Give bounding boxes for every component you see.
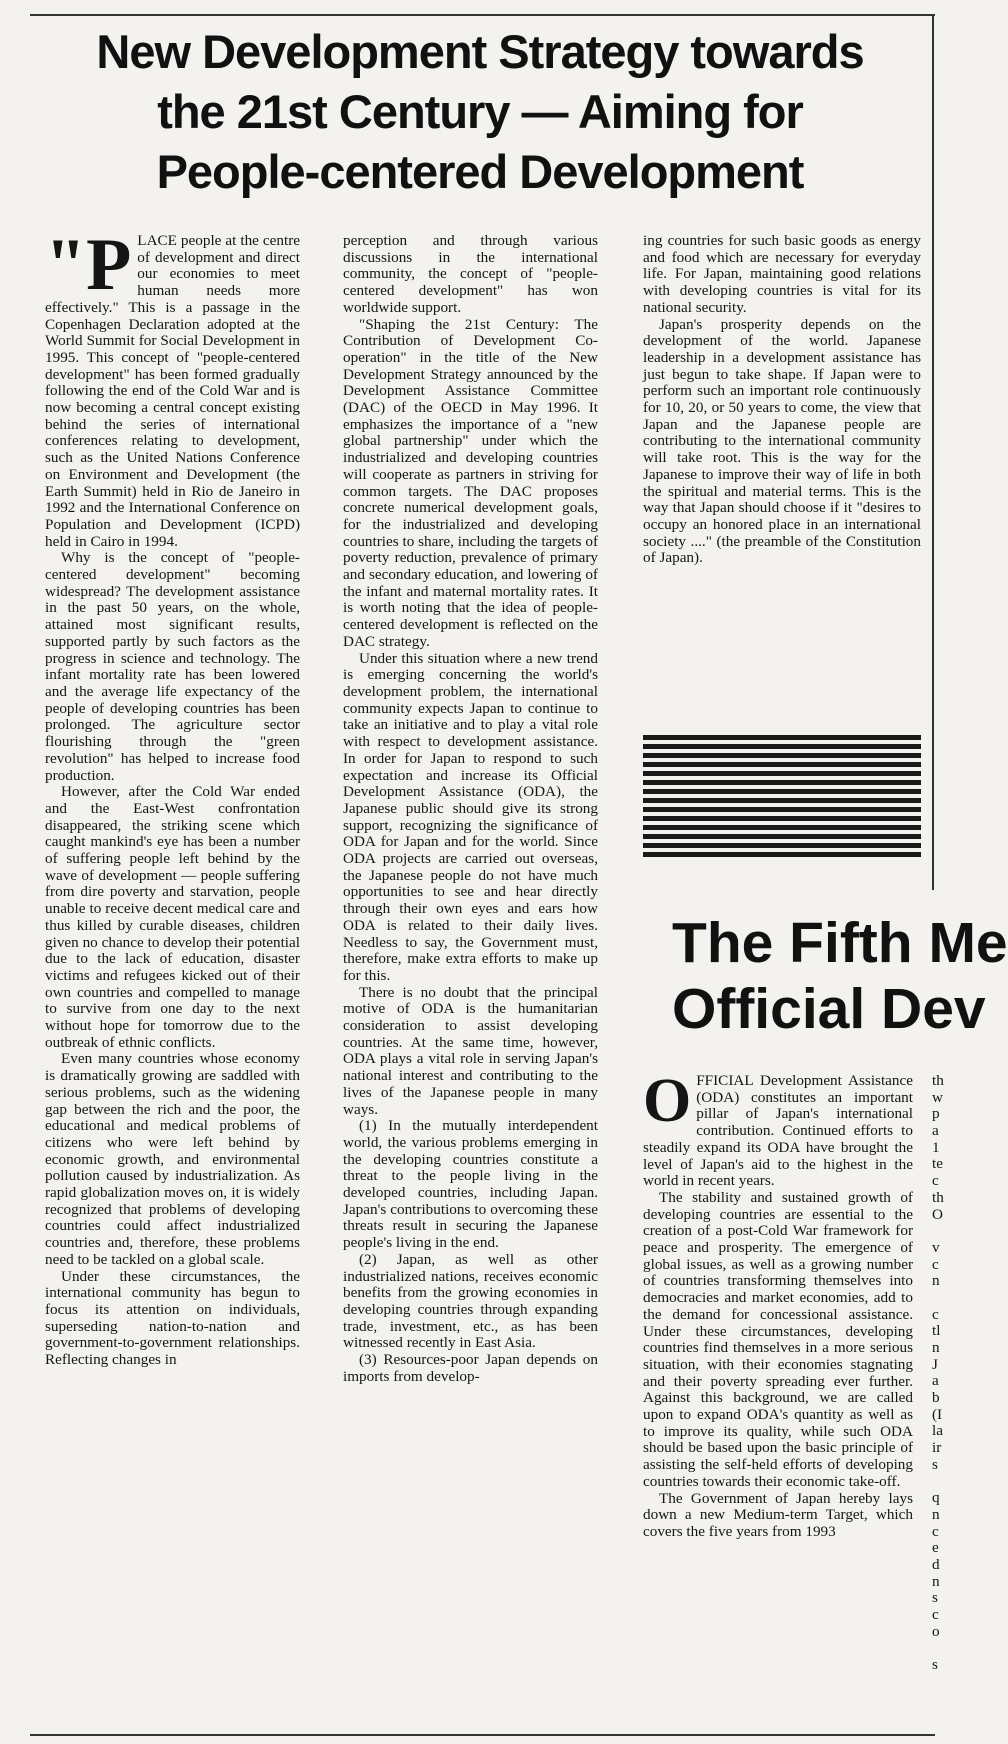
second-article-column-2-clipped (932, 1073, 953, 1733)
text-fragment: v (932, 1238, 940, 1256)
paragraph: ing countries for such basic goods as energy and food which are necessary for everyday life. For Japan, maintaining good relations with developing countries is vital for its national security. (643, 232, 921, 316)
paragraph: perception and through various discussions in the international community, the concept of "people-centered development" has won worldwide support. (343, 232, 598, 316)
paragraph: (1) In the mutually interdependent world, the various problems emerging in the developing countries constitute a threat to the people living in the developed countries, including Japan. Japan's contributions to overcoming these threats result in securing the Japanese people's living in the end. (343, 1117, 598, 1252)
title-line-1: New Development Strategy towards (96, 25, 864, 78)
decorative-line (643, 735, 921, 740)
text-fragment (932, 1223, 953, 1240)
paragraph: Under these circumstances, the international community has begun to focus its attention on individuals, superseding nation-to-nation and government-to-government relationships. Reflecting changes in (45, 1267, 300, 1369)
text-fragment: n (932, 1505, 940, 1523)
text-fragment: a (932, 1372, 939, 1390)
paragraph: Why is the concept of "people-centered development" becoming widespread? The development assistance in the past 50 years, on the whole, attained most significant results, supported partly by such factors as the progress in science and technology. The infant mortality rate has been lowered and the average life expectancy of the people of developing countries has been prolonged. The agriculture sector flourishing through the "green revolution" has helped to increase food production. (45, 549, 300, 784)
drop-cap: O (643, 1067, 692, 1135)
text-fragment: te (932, 1155, 943, 1173)
paragraph: There is no doubt that the principal motive of ODA is the humanitarian consideration to assist developing countries. At the same time, however, ODA plays a vital role in serving Japan's national interest and contributing to the lives of the Japanese people in many ways. (343, 983, 598, 1118)
paragraph: The stability and sustained growth of developing countries are essential to the creation of a post-Cold War framework for peace and prosperity. The emergence of global issues, as well as a growing number of countries transforming themselves into democracies and market economies, add to the demand for concessional assistance. Under these circumstances, developing countries find themselves in a more serious situation, with their economies stagnating and their poverty spreading ever further. Against this background, we are called upon to expand ODA's quantity as well as to improve its quality, while such ODA should be based upon the basic principle of assisting the self-held efforts of developing countries towards their economic take-off. (643, 1188, 913, 1490)
paragraph: FFICIAL Development Assistance (ODA) constitutes an important pillar of Japan's international contribution. Continued efforts to steadily expand its ODA have brought the level of Japan's aid to the highest in the world in recent years. (643, 1072, 913, 1190)
decorative-line (643, 753, 921, 758)
page-title (40, 22, 920, 202)
second-article-column-1 (643, 1067, 913, 1733)
text-fragment: a (932, 1122, 939, 1140)
decorative-line (643, 843, 921, 848)
text-fragment (932, 1474, 953, 1491)
text-fragment: d (932, 1555, 940, 1573)
article-column-2 (343, 233, 598, 1733)
decorative-line (643, 816, 921, 821)
decorative-rule-block (643, 735, 921, 859)
text-fragment: J (932, 1355, 938, 1373)
text-fragment: la (932, 1422, 943, 1440)
paragraph: Japan's prosperity depends on the development of the world. Japanese leadership in a development assistance has just begun to take shape. If Japan were to perform such an important role continuously for 10, 20, or 50 years to come, the view that Japan and the Japanese people are contributing to the international community will take root. This is the way for the Japanese to improve their way of life in both the spiritual and material terms. This is the way that Japan should choose if it "desires to occupy an honored place in an international society ...." (the preamble of the Constitution of Japan). (643, 315, 921, 567)
decorative-line (643, 780, 921, 785)
drop-cap: "P (45, 224, 132, 306)
text-fragment: b (932, 1389, 940, 1407)
text-fragment (932, 1640, 953, 1657)
paragraph: (2) Japan, as well as other industrialized nations, receives economic benefits from the growing economies in developing countries through expanding trade, investment, etc., as has been witnessed recently in East Asia. (343, 1250, 598, 1352)
decorative-line (643, 789, 921, 794)
paragraph: Even many countries whose economy is dramatically growing are saddled with serious problems, such as the widening gap between the rich and the poor, the educational and medical problems of citizens who were left behind by economic growth, and environmental pollution caused by industrialization. As rapid globalization moves on, it is widely recognized that problems of developing countries could affect industrialized countries and, therefore, these problems need to be tackled on a global scale. (45, 1050, 300, 1268)
text-fragment: (I (932, 1405, 943, 1423)
text-fragment: o (932, 1622, 940, 1640)
text-fragment: p (932, 1105, 940, 1123)
text-fragment (932, 1290, 953, 1307)
decorative-line (643, 798, 921, 803)
top-rule (30, 14, 935, 16)
paragraph: The Government of Japan hereby lays down a new Medium-term Target, which covers the five years from 1993 (643, 1489, 913, 1540)
paragraph: Under this situation where a new trend is emerging concerning the world's development problem, the international community expects Japan to continue to take an initiative and to play a vital role with respect to development assistance. In order for Japan to respond to such expectation and increase its Official Development Assistance (ODA), the Japanese public should give its strong support, recognizing the significance of ODA for Japan and for the world. Since ODA projects are carried out overseas, the Japanese people do not have much opportunities to see and hear directly through their own eyes and ears how ODA is related to their daily lives. Needless to say, the Government must, therefore, make extra efforts to make up for this. (343, 649, 598, 984)
text-fragment: w (932, 1088, 943, 1106)
text-fragment: q (932, 1489, 940, 1507)
paragraph: However, after the Cold War ended and the East-West confrontation disappeared, the striking scene which caught mankind's eye has been a number of suffering people left behind by the wave of development — people suffering from dire poverty and starvation, people unable to receive decent medical care and thus killed by curable diseases, children given no chance to develop their potential due to the lack of education, disaster victims and refugees kicked out of their own countries and compelled to manage to survive from one day to the next without hope for tomorrow due to the outbreak of ethnic conflicts. (45, 783, 300, 1051)
text-fragment: th (932, 1188, 944, 1206)
text-fragment: tl (932, 1322, 941, 1340)
text-fragment: c (932, 1522, 939, 1540)
second-article-headline (672, 910, 1008, 1050)
vertical-rule (932, 14, 934, 890)
decorative-line (643, 744, 921, 749)
paragraph: (3) Resources-poor Japan depends on imports from develop- (343, 1351, 598, 1385)
text-fragment: n (932, 1272, 940, 1290)
decorative-line (643, 807, 921, 812)
text-fragment: O (932, 1205, 943, 1223)
title-line-2: the 21st Century — Aiming for (157, 85, 803, 138)
text-fragment: c (932, 1255, 939, 1273)
decorative-line (643, 762, 921, 767)
bottom-rule (30, 1734, 935, 1736)
article-column-1 (45, 224, 300, 1733)
headline-line-1: The Fifth Me (672, 911, 1008, 975)
text-fragment: c (932, 1172, 939, 1190)
decorative-line (643, 825, 921, 830)
article-column-3 (643, 233, 921, 713)
text-fragment: c (932, 1305, 939, 1323)
text-fragment: n (932, 1339, 940, 1356)
text-fragment: n (932, 1572, 940, 1590)
decorative-line (643, 852, 921, 857)
text-fragment: s (932, 1455, 938, 1473)
headline-line-2: Official Dev (672, 977, 986, 1041)
text-fragment: th (932, 1072, 944, 1089)
text-fragment: ir (932, 1439, 942, 1457)
paragraph: LACE people at the centre of development and direct our economies to meet human needs more effectively." This is a passage in the Copenhagen Declaration adopted at the World Summit for Social Development in 1995. This concept of "people-centered development" has been formed gradually following the end of the Cold War and is now becoming a central concept existing behind the series of international conferences relating to development, such as the United Nations Conference on Environment and Development (the Earth Summit) held in Rio de Janeiro in 1992 and the International Conference on Population and Development (ICPD) held in Cairo in 1994. (45, 232, 300, 550)
text-fragment: e (932, 1539, 939, 1557)
decorative-line (643, 771, 921, 776)
text-fragment: c (932, 1606, 939, 1623)
paragraph: "Shaping the 21st Century: The Contribution of Development Co-operation" in the title of the New Development Strategy announced by the Development Assistance Committee (DAC) of the OECD in May 1996. It emphasizes the importance of a "new global partnership" under which the industrialized and developing countries will cooperate as partners in striving for common targets. The DAC proposes concrete numerical development goals, for the industrialized and developing countries to share, including the targets of poverty reduction, prevalence of primary and secondary education, and lowering of the infant and maternal mortality rates. It is worth noting that the idea of people-centered development is reflected on the DAC strategy. (343, 315, 598, 650)
decorative-line (643, 834, 921, 839)
text-fragment: 1 (932, 1138, 940, 1156)
text-fragment: s (932, 1589, 938, 1607)
title-line-3: People-centered Development (156, 145, 804, 198)
text-fragment: s (932, 1656, 938, 1674)
